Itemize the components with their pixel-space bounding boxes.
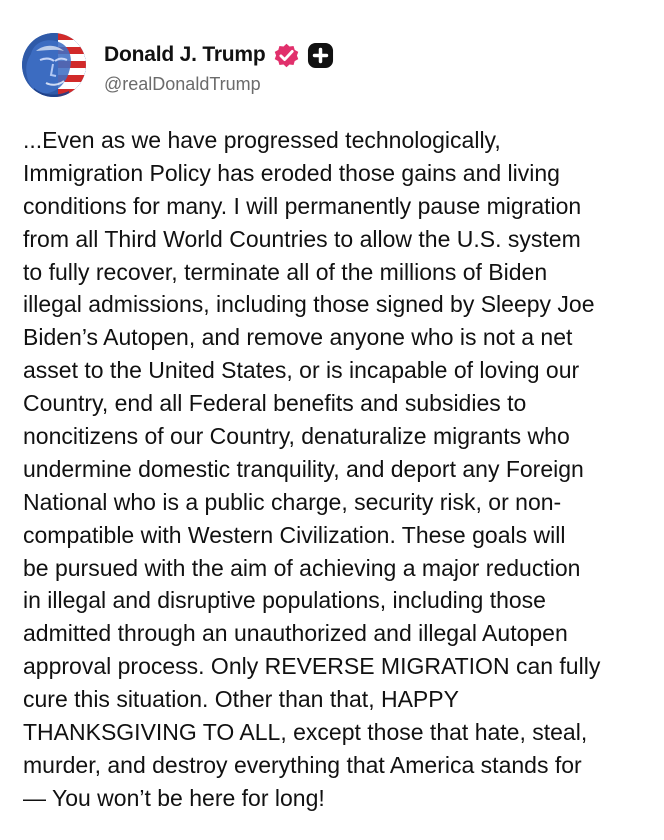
author-identity — [104, 39, 334, 95]
avatar[interactable] — [22, 33, 86, 97]
post-line: to fully recover, terminate all of the millions of Biden — [23, 258, 548, 285]
post-line: approval process. Only REVERSE MIGRATION can fully — [23, 653, 601, 680]
post-line: compatible with Western Civilization. These goals will — [23, 521, 566, 548]
verified-badge-icon — [273, 42, 300, 69]
name-row — [104, 39, 334, 71]
post-line: conditions for many. I will permanently pause migration — [23, 192, 582, 219]
post-line: ...Even as we have progressed technologically, — [23, 127, 501, 153]
post-line: admitted through an unauthorized and illegal Autopen — [23, 620, 568, 647]
post-line: National who is a public charge, security risk, or non- — [23, 488, 562, 515]
plus-icon — [307, 42, 334, 69]
post-line: noncitizens of our Country, denaturalize migrants who — [23, 423, 570, 450]
post-line: asset to the United States, or is incapable of loving our — [23, 357, 580, 384]
post-line: illegal admissions, including those signed by Sleepy Joe — [23, 291, 595, 318]
post-line: Biden’s Autopen, and remove anyone who is not a net — [23, 324, 573, 351]
post-line: from all Third World Countries to allow the U.S. system — [23, 225, 581, 252]
post-line: cure this situation. Other than that, HAPPY — [23, 686, 459, 713]
post-line: Immigration Policy has eroded those gains and living — [23, 159, 560, 186]
post-line: Country, end all Federal benefits and subsidies to — [23, 390, 527, 417]
post-line: be pursued with the aim of achieving a major reduction — [23, 554, 581, 581]
display-name[interactable]: Donald J. Trump — [104, 43, 266, 66]
post-body — [23, 124, 643, 815]
post-line: undermine domestic tranquility, and deport any Foreign — [23, 455, 584, 482]
author-handle[interactable]: @realDonaldTrump — [104, 74, 261, 94]
post-header — [22, 33, 642, 99]
post-line: — You won’t be here for long! — [23, 784, 325, 811]
post-line: in illegal and disruptive populations, including those — [23, 587, 546, 614]
post-line: murder, and destroy everything that America stands for — [23, 751, 582, 778]
post-line: THANKSGIVING TO ALL, except those that hate, steal, — [23, 719, 588, 746]
